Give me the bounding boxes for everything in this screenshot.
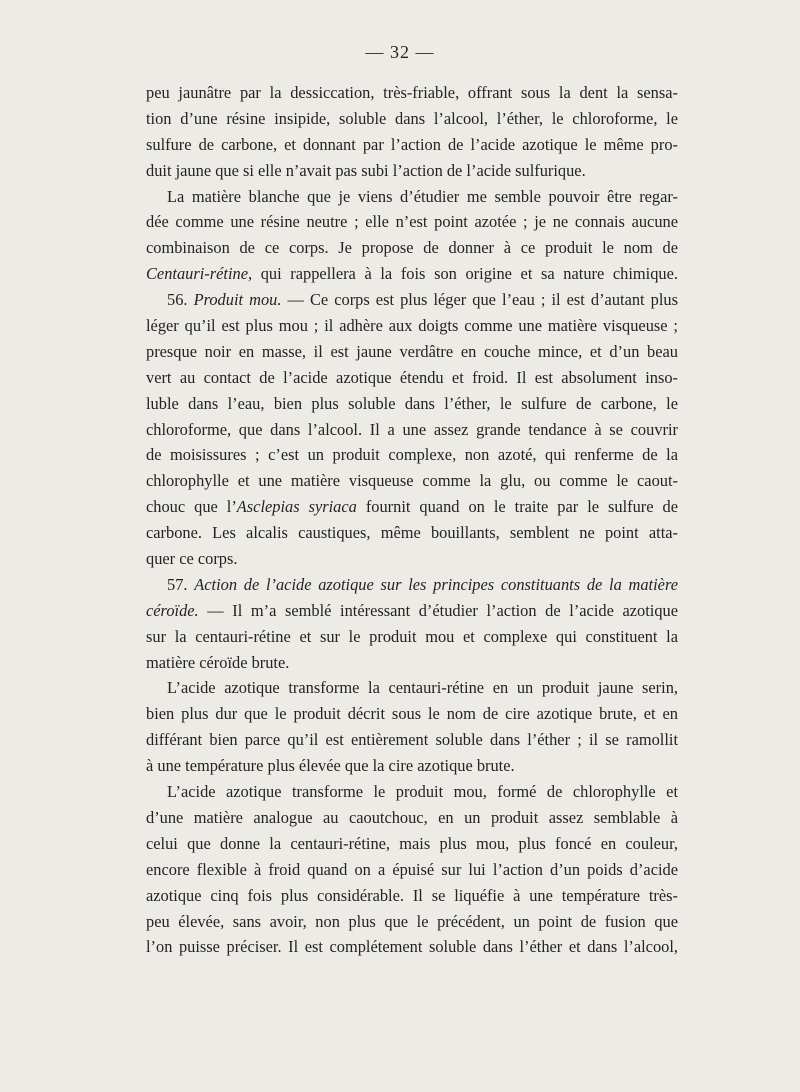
text-line: vert au contact de l’acide azotique étendu et froid. Il est absolument inso- [146, 367, 678, 387]
text-line: l’on puisse préciser. Il est complétement soluble dans l’éther et dans l’alcool, [146, 937, 678, 957]
section-number: 56. [167, 290, 188, 310]
text-line: chloroforme, que dans l’alcool. Il a une assez grande tendance à se couvrir [146, 419, 678, 439]
text-line: matière céroïde brute. [146, 652, 290, 672]
section-title: Produit mou. [193, 290, 282, 310]
text-line: peu jaunâtre par la dessiccation, très-friable, offrant sous la dent la sensa- [146, 83, 678, 102]
section-56-heading-line [146, 287, 678, 313]
text-span: , qui rappellera à la fois son origine et sa nature chimique. [247, 264, 678, 284]
text-line: sur la centauri-rétine et sur le produit mou et complexe qui constituent la [146, 626, 678, 646]
text-line: presque noir en masse, il est jaune verdâtre en couche mince, et d’un beau [146, 341, 678, 361]
text-line: carbone. Les alcalis caustiques, même bouillants, semblent ne point atta- [146, 523, 678, 543]
text-line: dée comme une résine neutre ; elle n’est point azotée ; je ne connais aucune [146, 212, 678, 232]
section-title: céroïde. [146, 600, 199, 620]
text-line: azotique cinq fois plus considérable. Il se liquéfie à une température très- [146, 885, 678, 905]
text-line: luble dans l’eau, bien plus soluble dans l’éther, le sulfure de carbone, le [146, 393, 678, 413]
text-line: sulfure de carbone, et donnant par l’action de l’acide azotique le même pro- [146, 134, 678, 154]
text-line: chlorophylle et une matière visqueuse comme la glu, ou comme le caout- [146, 471, 678, 491]
text-line: à une température plus élevée que la cire azotique brute. [146, 756, 515, 776]
page-number: — 32 — [365, 42, 435, 62]
term-asclepias-syriaca: Asclepias syriaca [236, 497, 357, 517]
text-line: La matière blanche que je viens d’étudier me semble pouvoir être regar- [167, 186, 678, 206]
text-span: — Ce corps est plus léger que l’eau ; il est d’autant plus [281, 290, 678, 310]
text-line: tion d’une résine insipide, soluble dans l’alcool, l’éther, le chloroforme, le [146, 108, 678, 128]
text-line: L’acide azotique transforme le produit mou, formé de chlorophylle et [167, 782, 678, 802]
text-line: d’une matière analogue au caoutchouc, en un produit assez semblable à [146, 807, 678, 827]
text-line: différant bien parce qu’il est entièrement soluble dans l’éther ; il se ramollit [146, 730, 678, 750]
text-line: duit jaune que si elle n’avait pas subi l’action de l’acide sulfurique. [146, 160, 586, 180]
term-centauri-retine: Centauri-rétine [146, 264, 248, 284]
text-line: L’acide azotique transforme la centauri-rétine en un produit jaune serin, [167, 678, 678, 698]
text-line: de moisissures ; c’est un produit complexe, non azoté, qui renferme de la [146, 445, 678, 465]
text-line: peu élevée, sans avoir, non plus que le précédent, un point de fusion que [146, 911, 678, 931]
text-line [146, 261, 678, 287]
section-57-heading-line [146, 572, 678, 598]
text-line [146, 494, 678, 520]
section-number: 57. [167, 574, 188, 594]
text-span: chouc que l’ [146, 497, 237, 517]
text-span: — Il m’a semblé intéressant d’étudier l’action de l’acide azotique [198, 600, 678, 620]
text-line: léger qu’il est plus mou ; il adhère aux doigts comme une matière visqueuse ; [146, 316, 678, 336]
body-text [146, 80, 678, 960]
text-line: combinaison de ce corps. Je propose de donner à ce produit le nom de [146, 238, 678, 258]
text-line [146, 598, 678, 624]
text-span: fournit quand on le traite par le sulfure de [356, 497, 678, 517]
text-line: quer ce corps. [146, 549, 238, 569]
text-line: celui que donne la centauri-rétine, mais plus mou, plus foncé en couleur, [146, 833, 678, 853]
section-title: Action de l’acide azotique sur les principes constituants de la matière [194, 574, 678, 594]
text-line: bien plus dur que le produit décrit sous le nom de cire azotique brute, et en [146, 704, 678, 724]
text-line: encore flexible à froid quand on a épuisé sur lui l’action d’un poids d’acide [146, 859, 678, 879]
